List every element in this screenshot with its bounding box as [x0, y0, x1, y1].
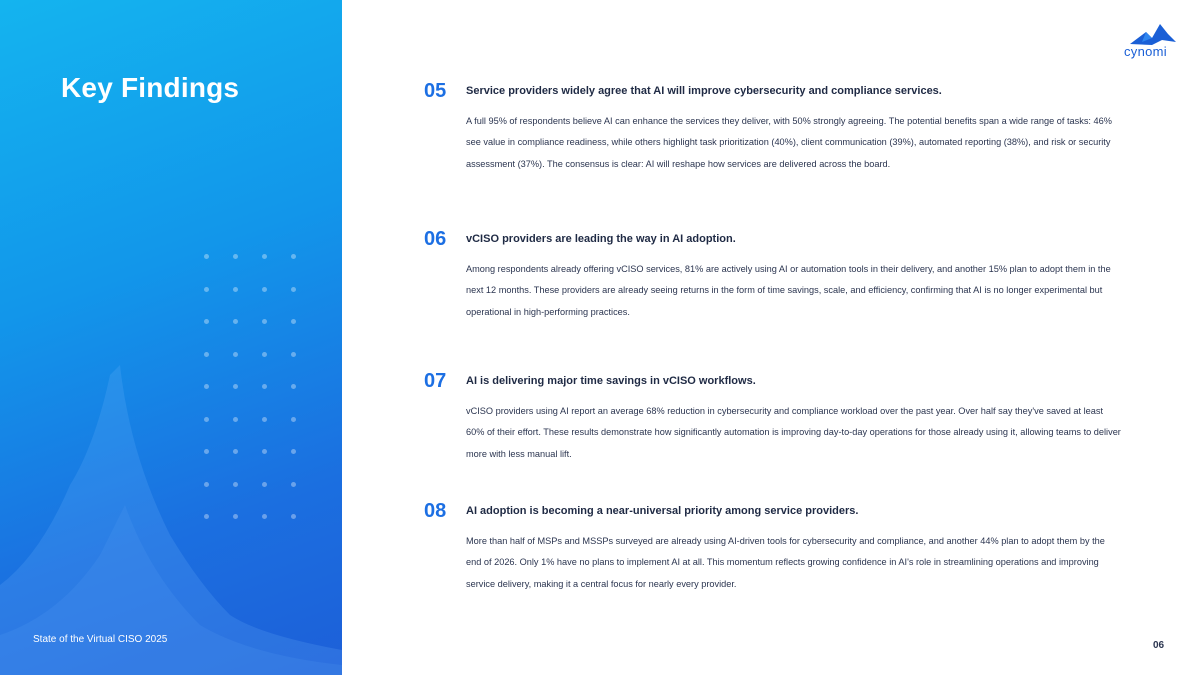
- decorative-dot: [233, 449, 238, 454]
- finding-heading: vCISO providers are leading the way in AI adoption.: [466, 233, 736, 245]
- finding-number: 05: [424, 80, 447, 102]
- decorative-dot: [204, 287, 209, 292]
- decorative-dot: [262, 319, 267, 324]
- report-title-footer: State of the Virtual CISO 2025: [33, 634, 168, 645]
- decorative-dot: [262, 352, 267, 357]
- decorative-dot: [291, 482, 296, 487]
- decorative-dot: [262, 417, 267, 422]
- decorative-dot: [291, 287, 296, 292]
- dot-grid-decoration: [198, 250, 308, 540]
- decorative-dot: [204, 514, 209, 519]
- decorative-dot: [291, 254, 296, 259]
- decorative-dot: [291, 449, 296, 454]
- decorative-dot: [204, 319, 209, 324]
- decorative-dot: [291, 514, 296, 519]
- decorative-dot: [204, 254, 209, 259]
- decorative-dot: [204, 384, 209, 389]
- decorative-dot: [233, 352, 238, 357]
- decorative-dot: [204, 352, 209, 357]
- decorative-dot: [262, 384, 267, 389]
- decorative-dot: [262, 449, 267, 454]
- decorative-dot: [233, 319, 238, 324]
- brand-logo-text: cynomi: [1124, 44, 1167, 59]
- decorative-dot: [262, 514, 267, 519]
- decorative-dot: [262, 287, 267, 292]
- finding-heading: AI adoption is becoming a near-universal priority among service providers.: [466, 505, 859, 517]
- finding-number: 08: [424, 500, 447, 522]
- finding-number: 07: [424, 370, 447, 392]
- finding-body: Among respondents already offering vCISO services, 81% are actively using AI or automation tools in their delivery, and another 15% plan to adopt them in the next 12 months. These providers are already seeing returns in the form of time savings, scale, and efficiency, confirming that AI is no longer experimental but operational in high-performing practices.: [466, 264, 1111, 317]
- page-number: 06: [1153, 640, 1165, 651]
- decorative-dot: [291, 384, 296, 389]
- decorative-dot: [233, 482, 238, 487]
- decorative-dot: [204, 417, 209, 422]
- decorative-dot: [291, 319, 296, 324]
- decorative-dot: [291, 417, 296, 422]
- finding-heading: Service providers widely agree that AI will improve cybersecurity and compliance services.: [466, 85, 942, 97]
- finding-body: A full 95% of respondents believe AI can enhance the services they deliver, with 50% strongly agreeing. The potential benefits span a wide range of tasks: 46% see value in compliance readiness, while others highlight task prioritization (40%), client communication (39%), automated reporting (38%), and risk or security assessment (37%). The consensus is clear: AI will reshape how services are delivered across the board.: [466, 116, 1112, 169]
- decorative-dot: [233, 384, 238, 389]
- finding-number: 06: [424, 228, 447, 250]
- decorative-dot: [233, 514, 238, 519]
- finding-heading: AI is delivering major time savings in vCISO workflows.: [466, 375, 756, 387]
- decorative-dot: [204, 482, 209, 487]
- sidebar-panel: [0, 0, 342, 675]
- page-title: Key Findings: [61, 72, 240, 103]
- decorative-dot: [233, 417, 238, 422]
- decorative-dot: [204, 449, 209, 454]
- finding-body: More than half of MSPs and MSSPs surveyed are already using AI-driven tools for cybersecurity and compliance, and another 44% plan to adopt them by the end of 2026. Only 1% have no plans to implement AI at all. This momentum reflects growing confidence in AI's role in streamlining operations and improving service delivery, making it a central focus for nearly every provider.: [466, 536, 1105, 589]
- decorative-dot: [233, 287, 238, 292]
- decorative-dot: [262, 482, 267, 487]
- finding-body: vCISO providers using AI report an average 68% reduction in cybersecurity and compliance workload over the past year. Over half say they've saved at least 60% of their effort. These results demonstrate how significantly automation is improving day-to-day operations for those already using it, allowing teams to deliver more with less manual lift.: [466, 406, 1121, 459]
- decorative-dot: [233, 254, 238, 259]
- decorative-dot: [262, 254, 267, 259]
- decorative-dot: [291, 352, 296, 357]
